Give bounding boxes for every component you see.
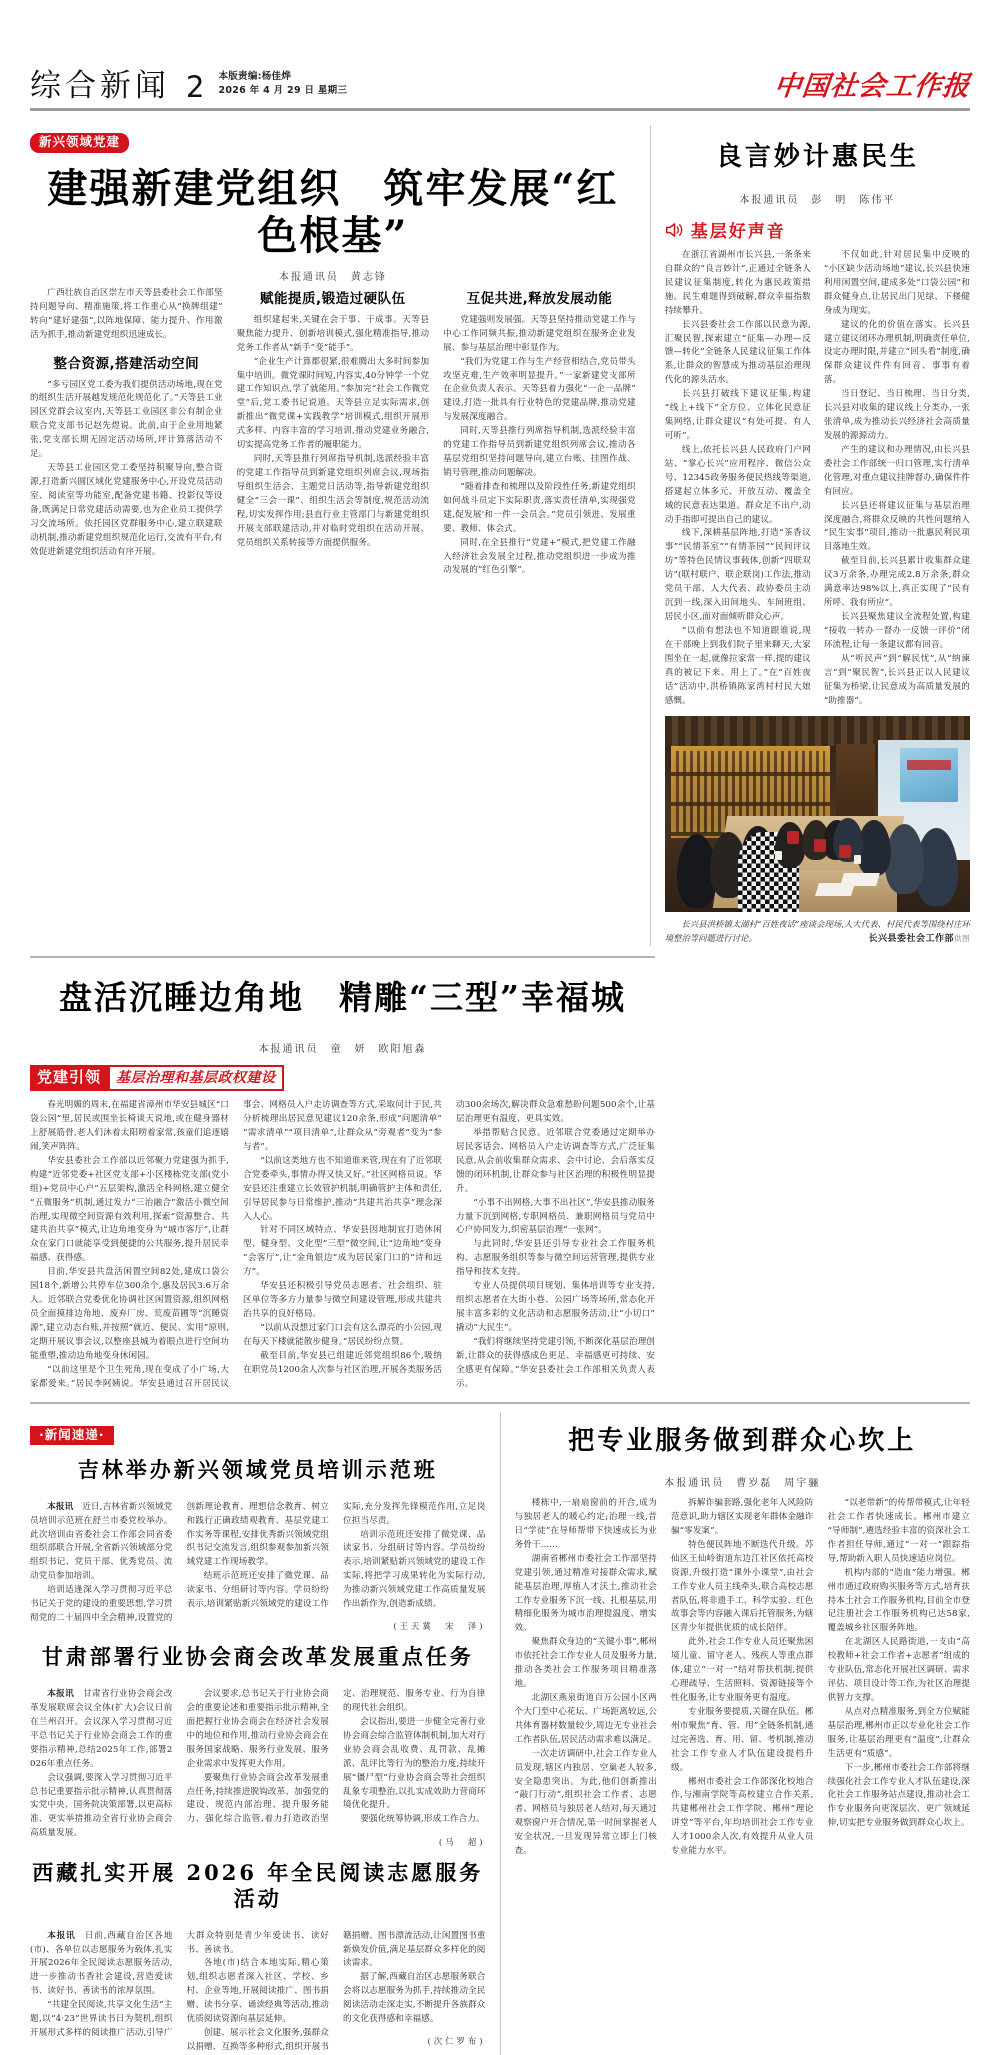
news-item-3-headline: 西藏扎实开展 2026 年全民阅读志愿服务活动: [32, 1859, 484, 1911]
article-d-p13: 在北湖区人民路街道,一支由“高校教师+社会工作者+志愿者”组成的专业队伍,常态化开展社区调研、需求评估、项目设计等工作,为社区治理提供智力支撑。: [827, 1637, 970, 1703]
article-c-p6: “以前有想法也不知道跟谁说,现在干部晚上到我们院子里来聊天,大家围坐在一起,就像拉家常一样,提的建议真的被记下来、用上了。”在“百姓夜话”活动中,洪桥镇陈家湾村村民大娘感慨。: [664, 625, 811, 706]
article-c-p13: 长兴县聚焦建议全流程处置,构建“接收一转办一督办一反馈一评价”闭环流程,让每一条建议都有回音。: [823, 611, 970, 650]
section-bottom: [30, 1412, 970, 2055]
article-b-p4: “以前这里是个卫生死角,现在变成了小广场,大家都爱来。”居民李阿姨说。华安县通过召开居民议事会、网格员入户走访调查等方式,采取问计于民,共分析梳理出居民意见建议120余条,形成“问题清单”“需求清单”“项目清单”,让群众从“旁观者”变为“参与者”。: [30, 1100, 442, 1389]
article-b-p13: 专业人员提供项目规划、集体培训等专业支持,组织志愿者在大街小巷、公园广场等场所,常态化开展丰富多彩的文化活动和志愿服务活动,让“小切口”撬动“大民生”。: [456, 1281, 655, 1333]
article-c-byline: 本报通讯员 彭 明 陈伟平: [739, 195, 896, 206]
news-item-2-signature: (马 超): [438, 1836, 486, 1847]
masthead: [30, 0, 970, 102]
article-a-p6: 党建强则发展强。天等县坚持推动党建工作与中心工作同频共振,推动新建党组织在服务企业发展、参与基层治理中彰显作为。: [443, 314, 636, 353]
article-c-headline: 良言妙计惠民生: [715, 142, 919, 173]
article-c-columns: [665, 249, 970, 708]
meeting-photo: [665, 716, 970, 912]
article-c-p11: 长兴县还将建议征集与基层治理深度融合,将群众反映的共性问题纳入“民生实事”项目,推动一批惠民利民项目落地生效。: [823, 500, 970, 553]
article-b-banner-left: 党建引领: [30, 1065, 108, 1091]
article-b-p8: “以前从没想过家门口会有这么漂亮的小公园,现在每天下楼就能散步健身。”居民纷纷点赞。: [243, 1322, 442, 1347]
article-d-p9: 专业服务要提质,关键在队伍。郴州市聚焦“育、管、用”全链条机制,通过完善选、育、用、留、考机制,推动社会工作专业人才队伍建设提档升级。: [670, 1706, 814, 1773]
article-c-p14: 从“听民声”到“解民忧”,从“纳谏言”到“聚民智”,长兴县正以人民建议征集为桥梁,让民意成为高质量发展的“助推器”。: [823, 653, 970, 706]
date-line: 2026 年 4 月 29 日 星期三: [218, 85, 348, 97]
article-c-p3: 长兴县打破线下建议征集,构建“线上+线下”全方位、立体化民意征集网络,让群众建议“有处可提、有人可听”。: [664, 389, 811, 441]
news-item-1-p2: 培训适逢深入学习贯彻习近平总书记关于党的建设的重要思想,学习贯彻党的二十届四中全会精神,设置党的创新理论教育、理想信念教育、树立和践行正确政绩观教育、基层党建工作实务等课程,安排优秀新兴领域党组织书记交流发言,组织参观参加新兴领域党建工作现场教学。: [30, 1501, 329, 1624]
article-c: [665, 125, 970, 946]
article-a-columns: [30, 287, 636, 579]
news-item-1-p3: 结班示范班还安排了微党课、品读家书、分组研讨等内容。学员纷纷表示,培训紧贴新兴领域党的建设工作实际,充分发挥先锋模范作用,立足岗位担当尽责。: [186, 1501, 486, 1610]
article-b-byline: 本报通讯员 童 妍 欧阳旭淼: [258, 1043, 427, 1055]
section-b-rule: [30, 956, 655, 958]
article-d-p8: 此外,社会工作专业人员还聚焦困境儿童、留守老人、残疾人等重点群体,建立“一对一”结对帮扶机制,提供心理疏导、生活照料、资源链接等个性化服务,让专业服务更有温度。: [670, 1637, 814, 1703]
photo-credit: [852, 932, 970, 946]
column-divider-vertical-bottom: [500, 1412, 501, 2055]
news-item-2-p1: [30, 1688, 173, 1772]
article-d-p14: 从点对点精准服务,到全方位赋能基层治理,郴州市正以专业化社会工作服务,让基层治理更有“温度”,让群众生活更有“质感”。: [827, 1706, 970, 1759]
news-item-1-lead-label: 本报讯: [47, 1501, 74, 1512]
news-item-2-p6: 要强化统筹协调,形成工作合力。: [360, 1814, 485, 1825]
masthead-meta: [218, 70, 347, 102]
news-item-3-p5: 据了解,西藏自治区志愿服务联合会将以志愿服务为抓手,持续推动全民阅读活动走深走实,不断提升各族群众的文化获得感和幸福感。: [343, 1972, 486, 2025]
news-item-3-p1: [30, 1930, 173, 2000]
article-d-p6: 拆解诈骗套路,强化老年人风险防范意识,助力辖区实现老年群体金融诈骗“零发案”。: [670, 1498, 814, 1536]
section-bottom-rule: [30, 1402, 970, 1404]
article-b-p12: 与此同时,华安县还引导专业社会工作服务机构、志愿服务组织等参与微空间运营管理,提供专业指导和技术支持。: [456, 1239, 655, 1278]
article-d-p2: 湖南省郴州市委社会工作部坚持党建引领,通过精准对接群众需求,赋能基层治理,厚植人才沃土,推动社会工作专业服务下沉一线、扎根基层,用精细化服务为城市治理提温度、增实效。: [514, 1553, 657, 1634]
article-d-p4: 北湖区燕泉街道百万公园小区两个大门至中心花坛、广场距离较远,公共体育器材数量较少,周边无专业社会工作者队伍,居民活动需求难以满足。: [514, 1693, 657, 1745]
article-c-photo-block: [665, 716, 970, 945]
photo-caption: [665, 918, 970, 945]
article-d-p7: 特色便民阵地不断迭代升级。苏仙区王仙岭街道东边江社区依托高校资源,升级打造“课外小课堂”,由社会工作专业人员主线牵头,联合高校志愿者队伍,将非遗手工、科学实验、红色故事会等内容融入课后托管服务,为辖区青少年提供优质的成长陪伴。: [670, 1539, 814, 1634]
article-a: [30, 125, 636, 946]
article-d-p10: 郴州市委社会工作部深化校地合作,与湘南学院等高校建立合作关系,共建郴州社会工作学院、郴州“理论讲堂”等平台,年均培训社会工作专业人才1000余人次,有效提升从业人员专业能力水平。: [670, 1776, 814, 1857]
article-b-p1: 春光明媚的周末,在福建省漳州市华安县城区“口袋公园”里,居民或围坐长椅谈天说地,或在健身器材上舒展筋骨,老人们沐着太阳唠着家常,孩童们追逐嬉闹,笑声阵阵。: [30, 1100, 229, 1152]
article-c-p9: 当日登记、当日梳理、当日分类,长兴县对收集的建议线上分类办,一张张清单,成为推动长兴经济社会高质量发展的源源动力。: [823, 389, 970, 441]
news-item-3-columns: [30, 1930, 486, 2055]
article-c-p12: 截至目前,长兴县累计收集群众建议3万余条,办理完成2.8万余条,群众满意率达98%以上,真正实现了“民有所呼、我有所应”。: [823, 556, 970, 609]
news-item-2-p1-text: 甘肃省行业协会商会改革发展联席会议全体(扩大)会议日前在兰州召开。会议深入学习贯彻习近平总书记关于行业协会商会工作的重要指示精神,总结2025年工作,部署2026年重点任务。: [30, 1689, 173, 1769]
news-item-3-lead-label: 本报讯: [47, 1930, 76, 1941]
article-a-p4: “企业生产计算都很紧,很难腾出大多时间参加集中培训。微党课时间短,内容实,40分钟学一个党建工作知识点,学了就能用。”参加完“社会工作微党堂”后,党工委书记说道。天等县立足实际需求,创新推出“微党课+实践教学”培训模式,组织开展形式多样、内容丰富的学习培训,推动党建业务融合,切实提高党务工作者的履职能力。: [236, 356, 430, 451]
article-c-p2: 长兴县委社会工作部以民意为源,汇聚民智,探索建立“征集—办理—反馈—转化”全链条人民建议征集工作体系,让群众的智慧成为推动基层治理现代化的源头活水。: [664, 319, 811, 386]
masthead-rule: [30, 108, 970, 111]
article-b-banner-right: 基层治理和基层政权建设: [108, 1065, 284, 1091]
article-a-subhead-2: 赋能提质,锻造过硬队伍: [260, 290, 406, 307]
article-d-p3: 聚焦群众身边的“关键小事”,郴州市依托社会工作专业人员及服务力量,推动各类社会工作服务项目精准落地。: [514, 1637, 657, 1690]
section-middle: [30, 956, 970, 1391]
article-c-section-banner: [665, 217, 970, 242]
article-a-headline: 建强新建党组织 筑牢发展“红色根基”: [47, 164, 619, 259]
news-item-2-columns: [30, 1688, 486, 1848]
article-c-p10: 产生的建议和办理情况,由长兴县委社会工作部统一归口管理,实行清单化管理,对重点建议挂牌督办,确保件件有回应。: [823, 444, 970, 497]
news-item-2-p3: 会议要求,总书记关于行业协会商会的重要论述和重要指示批示精神,全面把握行业协会商会在经济社会发展中的地位和作用,推动行业协会商会在服务国家战略、服务行业发展、服务企业需求中发挥更大作用。: [186, 1689, 329, 1769]
news-item-2-lead-label: 本报讯: [47, 1689, 75, 1700]
article-d-headline: 把专业服务做到群众心坎上: [568, 1425, 917, 1456]
news-item-1-p1: [30, 1501, 173, 1585]
article-a-subhead-1: 整合资源,搭建活动空间: [53, 355, 200, 372]
article-b-headline: 盘活沉睡边角地 精雕“三型”幸福城: [59, 978, 626, 1018]
news-express: [30, 1412, 486, 2055]
article-a-p7: “我们为党建工作与生产经营相结合,党员带头攻坚克难,生产效率明显提升。”一家新建党支部所在企业负责人表示。天等县着力强化“一企一品牌”建设,打造一批具有行业特色的党建品牌,推动党建与发展深度融合。: [443, 356, 636, 423]
article-b-p9: 截至目前,华安县已组建近邻党组织86个,吸纳在职党员1200余人次参与社区治理,开展各类服务活动300余场次,解决群众急难愁盼问题500余个,让基层治理更有温度、更具实效。: [243, 1100, 655, 1375]
column-divider-vertical: [650, 125, 651, 946]
news-item-3-p4: 创建、展示社会文化服务,强群众以捐赠、互换等多种形式,组织开展书籍捐赠、图书漂流活动,让闲置图书重新焕发价值,满足基层群众多样化的阅读需求。: [186, 1930, 486, 2053]
masthead-left: [30, 70, 347, 102]
article-c-p8: 建议的化的价值在落实。长兴县建立建议闭环办理机制,明确责任单位,设定办理时限,并建立“回头看”制度,确保群众建议件件有回音、事事有着落。: [823, 319, 970, 386]
news-item-1-signature: (王天冀 宋 泽): [393, 1621, 486, 1632]
page-section-title: 综合新闻: [30, 68, 170, 104]
article-c-p4: 线上,依托长兴县人民政府门户网站、“掌心长兴”应用程序、微信公众号、12345政务服务便民热线等渠道,搭建起立体多元、开放互动、覆盖全域的民意表达渠道。群众足不出户,动动手指即可提出自己的建议。: [664, 444, 811, 525]
article-b-banner: [30, 1065, 290, 1091]
article-b-body: [30, 1099, 970, 1391]
news-item-2-p4: 要聚焦行业协会商会改革发展重点任务,持续推进脱钩改革、加强党的建设、规范内部治理、提升服务能力、强化综合监管,着力打造政治坚定、治理规范、服务专业、行为自律的现代社会组织。: [186, 1689, 486, 1825]
photo-credit-name: 长兴县委社会工作部: [868, 933, 954, 944]
article-d-p1: 楼栋中,一扇扇窗前的开合,成为与独居老人的暖心约定;治理一线,昔日“学徒”在导师帮带下快速成长为业务骨干……: [514, 1498, 657, 1550]
news-item-3-signature: (次仁罗布): [427, 2036, 486, 2047]
news-express-tag: ·新闻速递·: [30, 1426, 114, 1446]
news-item-3-p3: 各地(市)结合本地实际,精心策划,组织志愿者深入社区、学校、乡村、企业等地,开展阅读推广、图书捐赠、读书分享、诵读经典等活动,推动优质阅读资源向基层延伸。: [186, 1958, 329, 2025]
article-b-p6: 针对不同区域特点、华安县因地制宜打造休闲型、健身型、文化型“三型”微空间,让“边角地”变身“会客厅”,让“金角银边”成为居民家门口的“诗和远方”。: [243, 1225, 442, 1278]
article-a-p9: “随着排查和梳理以及阶段性任务,新建党组织如何战斗员定下实际职责,落实责任清单,实现强党建,促发展'和一件一会员会。”党员引领进、发展重要、教师、体会式。: [443, 481, 636, 534]
article-b-p14: “我们将继续坚持党建引领,不断深化基层治理创新,让群众的获得感成色更足、幸福感更可持续、安全感更有保障。”华安县委社会工作部相关负责人表示。: [456, 1336, 655, 1389]
news-item-2-p2: 会议强调,要深入学习贯彻习近平总书记重要指示批示精神,认真贯彻落实党中央、国务院决策部署,以更高标准、更实举措推动全省行业协会商会高质量发展。: [30, 1772, 173, 1839]
editor-line: 本版责编:杨佳烨: [218, 70, 292, 82]
article-a-p2: 天等县工业园区党工委坚持积聚导向,整合资源,打造新兴圆区域化党建服务中心,开设党员活动室、阅读室等功能室,配备党建书籍、投影仪等设备,既满足日常党建活动需要,也为企业员工提供学习交流场所。依托园区党群服务中心,建立联建联动机制,推动新建党组织规范化运行,交流有平台,有效促进新建党组织活动有序开展。: [30, 463, 223, 557]
news-item-3-p2: “共建全民阅读,共享文化生活”主题,以“4·23”世界读书日为契机,组织开展形式多样的阅读推广活动,引导广大群众特别是青少年爱读书、读好书、善读书。: [30, 1930, 329, 2039]
article-b-p11: “小事不出网格,大事不出社区”,华安县推动服务力量下沉到网格,专职网格员、兼职网格员与党员中心户协同发力,织密基层治理“一张网”。: [456, 1197, 655, 1236]
article-b-head: [30, 956, 655, 1091]
article-b-p3: 目前,华安县共盘活闲置空间82处,建成口袋公园18个,新增公共停车位300余个,惠及居民3.6万余人。近邻联合党委优化协调社区闲置资源,组织网格员全面摸排边角地、废弃厂房、荒废苗圃等“沉睡资源”,建立动态台账,并按照“就近、便民、实用”原则,定期开展议事会议,以整座县城为着眼点进行空间功能重塑,推动边角地变身休闲园。: [30, 1267, 229, 1361]
article-b-p2: 华安县委社会工作部以近邻聚力党建强为抓手,构建“近邻党委+社区党支部+小区楼栋党支部(党小组)+党员中心户”五层架构,激活全科网格,建立健全“五微服务”机制,通过发力“三治融合”激活小微空间治理,实现微空间资源有效利用,探索“资源整合、共建共治共享”模式,让边角地变身为“城市客厅”,让群众在家门口就能享受到便捷的公共服务,提升居民幸福感、获得感。: [30, 1155, 229, 1264]
article-d-p5: 一次走访调研中,社会工作专业人员发现,辖区内独居、空巢老人较多,安全隐患突出。为此,他们创新推出“敲门行动”,组织社会工作者、志愿者、网格员与独居老人结对,每天通过观察窗户开合情况,第一时间掌握老人安全状况,一旦发现异常立即上门核查。: [514, 1748, 657, 1857]
photo-credit-suffix: 供图: [954, 933, 970, 943]
news-item-3-p1-text: 日前,西藏自治区各地(市)、各单位以志愿服务为载体,扎实开展2026年全民阅读志愿服务活动,进一步推动书香社会建设,营造爱读书、读好书、善读书的浓厚氛围。: [30, 1930, 173, 1997]
section-top: [30, 125, 970, 946]
article-d-byline: 本报通讯员 曹岁磊 周宇骊: [664, 1478, 821, 1490]
article-a-p3: 组织建起来,关键在会干事、干成事。天等县聚焦能力提升、创新培训模式,强化精准指导,推动党务工作者从“新手”变“能手”。: [236, 314, 430, 353]
article-c-p7: 不仅如此,针对居民集中反映的“小区缺少活动场地”建议,长兴县快速利用闲置空间,建成多处“口袋公园”和群众健身点,让居民出门见绿、下楼健身成为现实。: [823, 250, 970, 316]
article-c-p1: 在浙江省湖州市长兴县,一条条来自群众的“良言妙计”,正通过全链条人民建议征集制度,转化为惠民政策措施。民生难题得到破解,群众幸福指数持续攀升。: [664, 250, 811, 316]
news-item-1-columns: [30, 1501, 486, 1633]
photo-caption-text: 长兴县洪桥镇太湖村“百姓夜话”座谈会现场,人大代表、村民代表等围绕村庄环境整治等问题进行讨论。: [664, 919, 970, 943]
news-item-1-p1-text: 近日,吉林省新兴领域党员培训示范班在舒兰市委党校举办。此次培训由省委社会工作部会同省委组织部联合开展,全省新兴领域部分党组织书记、党员干部、优秀党员、流动党员参加培训。: [30, 1501, 173, 1582]
news-item-2-headline: 甘肃部署行业协会商会改革发展重点任务: [41, 1644, 474, 1670]
article-a-lead: 广西壮族自治区崇左市天等县委社会工作部坚持问题导向、精准施策,将工作重心从“换牌组建”转向“建好建强”,以阵地保障、能力提升、作用激活为抓手,推动新建党组织迅速成长。: [30, 287, 223, 340]
speaker-icon: [665, 222, 684, 238]
article-b-p10: 举措帮贴合民意。近邻联合党委通过定期举办居民客话会、网格员入户走访调查等方式,广泛征集民意,从会前收集群众需求、会中讨论、会后落实反馈的闭环机制,让群众参与社区治理的积极性明显提升。: [456, 1127, 655, 1194]
article-a-tag: 新兴领域党建: [30, 133, 129, 153]
news-item-1-headline: 吉林举办新兴领域党员培训示范班: [77, 1457, 438, 1482]
article-c-section-label: 基层好声音: [690, 222, 786, 242]
news-item-1-p4: 培训示范班还安排了微党课、品读家书、分组研讨等内容。学员纷纷表示,培训紧贴新兴领域党的建设工作实际,将把学习成果转化为实际行动,为推动新兴领域党建工作高质量发展作出新作为,创造新成绩。: [343, 1529, 486, 1610]
article-d: [514, 1412, 970, 2055]
article-d-p11: “以老带新”的传帮带模式,让年轻社会工作者快速成长。郴州市建立“导师制”,遴选经验丰富的资深社会工作者担任导师,通过“一对一”跟踪指导,帮助新入职人员快速适应岗位。: [827, 1498, 970, 1564]
article-a-p5: 同时,天等县推行列席指导机制,选派经验丰富的党建工作指导员到新建党组织列席会议,现场指导组织生活会、主题党日活动等,指导新建党组织健全“三会一课”、组织生活会等制度,规范活动流程,切实发挥作用;县直行业主管部门与新建党组织开展支部联建活动,并对临时党组织在活动开展、党员组织关系转接等方面提供服务。: [236, 454, 430, 548]
article-a-p1: “多亏园区党工委为我们提供活动场地,现在党的组织生活开展越发规范化规范化了。”天等县工业园区党群会议室内,天等县工业园区非公有制企业联合党支部书记赵先煜说。此前,由于企业用地紧张,党支部长期无固定活动场所,坪计算落活动不足。: [30, 379, 223, 460]
article-b-columns: [30, 1099, 655, 1391]
news-item-2-p5: 会议指出,要进一步健全完善行业协会商会综合监管体制机制,加大对行业协会商会乱收费、乱罚款、乱摊派、乱评比等行为的整治力度,持续开展“僵尸型”行业协会商会等社会组织乱象专项整治,以扎实成效助力营商环境优化提升。: [343, 1716, 486, 1811]
article-b-p7: 华安县还积极引导党员志愿者、社会组织、驻区单位等多方力量参与微空间建设管理,形成共建共治共享的良好格局。: [243, 1281, 442, 1319]
article-d-p15: 下一步,郴州市委社会工作部将继续强化社会工作专业人才队伍建设,深化社会工作服务站点建设,推动社会工作专业服务向更深层次、更广领域延伸,切实把专业服务做到群众心坎上。: [827, 1762, 970, 1829]
article-d-columns: [514, 1497, 970, 1859]
article-d-p12: 机构内部的“造血”能力增强。郴州市通过政府购买服务等方式,培育扶持本土社会工作服务机构,目前全市登记注册社会工作服务机构已达58家,覆盖城乡社区服务阵地。: [827, 1567, 970, 1634]
article-a-byline: 本报通讯员 黄志锋: [278, 271, 387, 283]
article-a-subhead-3: 互促共进,释放发展动能: [466, 290, 613, 307]
article-c-p5: 线下,深耕基层阵地,打造“茶香议事”“民情茶室”“有情茶园”“民间评议坊”等特色民情议事载体,创新“四联双访”(联村联户、联企联岗)工作法,推动党员干部、人大代表、政协委员主动沉到一线,深入田间地头、车间班组、居民小区,面对面倾听群众心声。: [664, 528, 811, 622]
article-a-p8: 同时,天等县推行列席指导机制,选派经验丰富的党建工作指导员到新建党组织列席会议,推动各基层党组织坚持问题导向,建立台账、挂图作战、销号管理,推动问题解决。: [443, 426, 636, 479]
paper-logo: 中国社会工作报: [772, 71, 972, 102]
article-b-p5: “以前这类地方也不知道谁来管,现在有了近邻联合党委牵头,事情办得又快又好。”社区网格员说。华安县还注重建立长效管护机制,明确管护主体和责任,引导居民参与日常维护,推动“共建共治共享”理念深入人心。: [243, 1155, 442, 1222]
page-number: 2: [186, 70, 205, 104]
article-a-p10: 同时,在全县推行“党建+”模式,把党建工作融入经济社会发展全过程,推动党组织进一步成为推动发展的“红色引擎”。: [443, 537, 636, 576]
